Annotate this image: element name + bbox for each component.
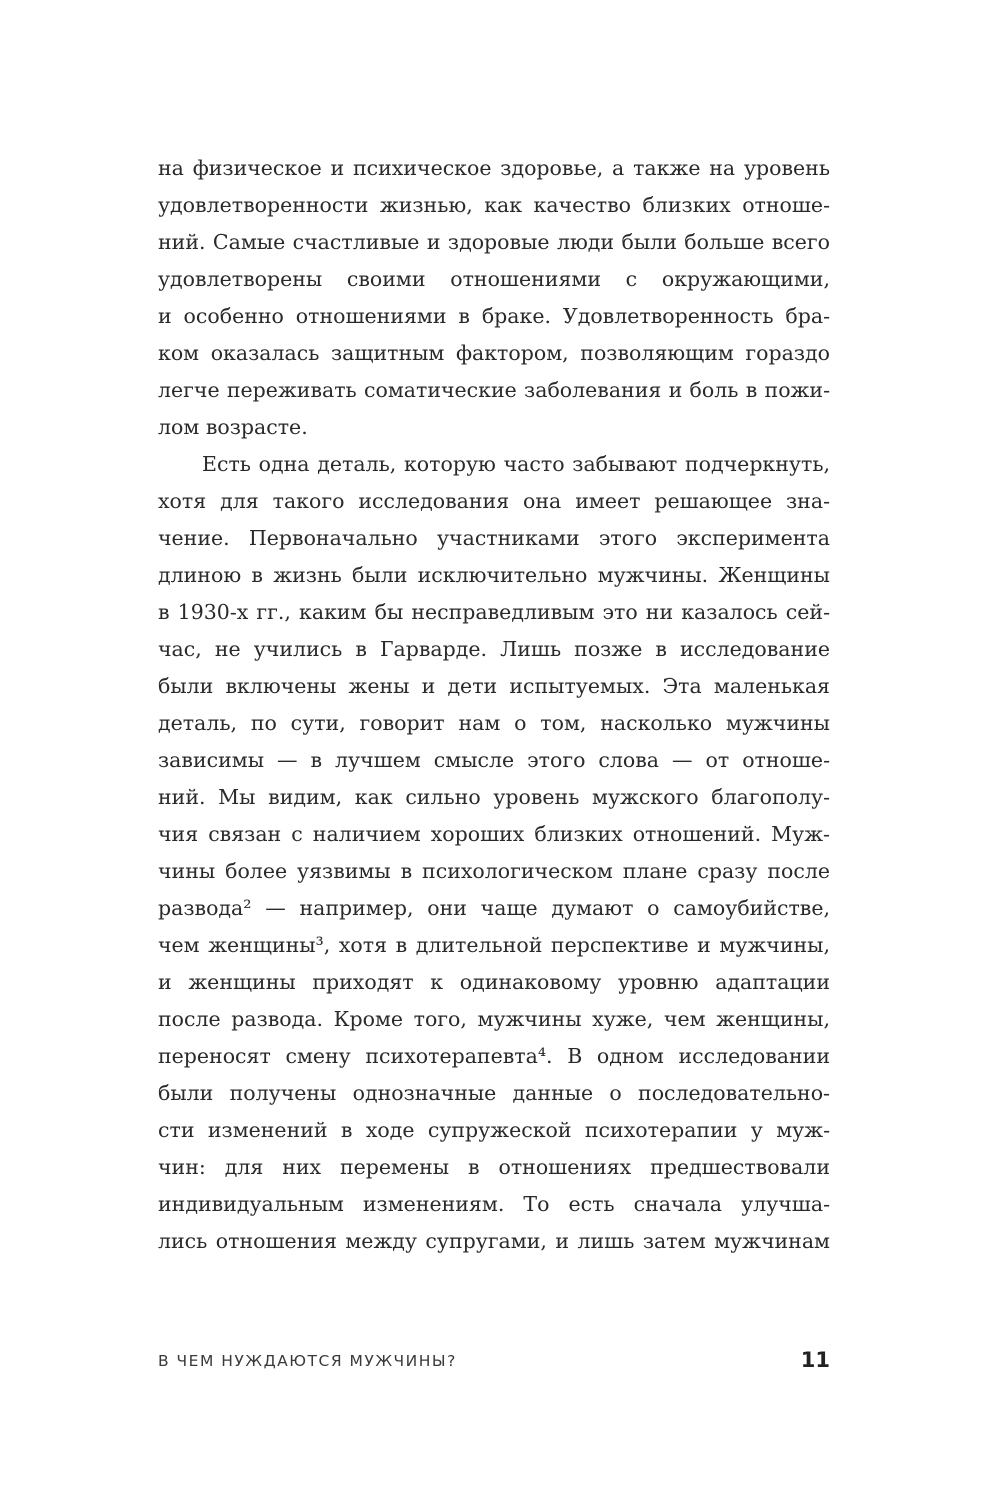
text-line: удовлетворены своими отношениями с окружающими, xyxy=(158,267,830,291)
text-line: зависимы — в лучшем смысле этого слова — от отноше- xyxy=(158,748,830,772)
text-line: ний. Мы видим, как сильно уровень мужского благополу- xyxy=(158,785,830,809)
text-line: час, не учились в Гарварде. Лишь позже в исследование xyxy=(158,637,830,661)
text-line: на физическое и психическое здоровье, а также на уровень xyxy=(158,156,830,180)
text-line: лись отношения между супругами, и лишь затем мужчинам xyxy=(158,1229,830,1253)
body-text xyxy=(158,150,830,1260)
text-line: индивидуальным изменениям. То есть сначала улучша- xyxy=(158,1192,830,1216)
text-line: удовлетворенности жизнью, как качество близких отноше- xyxy=(158,193,830,217)
page-number: 11 xyxy=(800,1348,830,1372)
text-line: были получены однозначные данные о последовательно- xyxy=(158,1081,830,1105)
text-line: хотя для такого исследования она имеет решающее зна- xyxy=(158,489,830,513)
text-line: и женщины приходят к одинаковому уровню адаптации xyxy=(158,970,830,994)
text-line: чение. Первоначально участниками этого эксперимента xyxy=(158,526,830,550)
text-line: ний. Самые счастливые и здоровые люди были больше всего xyxy=(158,230,830,254)
text-line-paragraph-start: Есть одна деталь, которую часто забывают подчеркнуть, xyxy=(202,452,830,476)
text-line: чем женщины³, хотя в длительной перспективе и мужчины, xyxy=(158,933,830,957)
text-line: чия связан с наличием хороших близких отношений. Муж- xyxy=(158,822,830,846)
text-line: переносят смену психотерапевта⁴. В одном исследовании xyxy=(158,1044,830,1068)
text-line: после развода. Кроме того, мужчины хуже, чем женщины, xyxy=(158,1007,830,1031)
text-line: чин: для них перемены в отношениях предшествовали xyxy=(158,1155,830,1179)
text-line: сти изменений в ходе супружеской психотерапии у муж- xyxy=(158,1118,830,1142)
text-line: длиною в жизнь были исключительно мужчины. Женщины xyxy=(158,563,830,587)
text-line: ком оказалась защитным фактором, позволяющим гораздо xyxy=(158,341,830,365)
running-footer-title: В ЧЕМ НУЖДАЮТСЯ МУЖЧИНЫ? xyxy=(158,1352,457,1370)
text-line: были включены жены и дети испытуемых. Эта маленькая xyxy=(158,674,830,698)
text-line: легче переживать соматические заболевания и боль в пожи- xyxy=(158,378,830,402)
text-line: чины более уязвимы в психологическом плане сразу после xyxy=(158,859,830,883)
text-line: развода² — например, они чаще думают о самоубийстве, xyxy=(158,896,830,920)
text-line-paragraph-end: лом возрасте. xyxy=(158,415,308,439)
text-line: в 1930-х гг., каким бы несправедливым это ни казалось сей- xyxy=(158,600,830,624)
text-line: и особенно отношениями в браке. Удовлетворенность бра- xyxy=(158,304,830,328)
text-line: деталь, по сути, говорит нам о том, насколько мужчины xyxy=(158,711,830,735)
